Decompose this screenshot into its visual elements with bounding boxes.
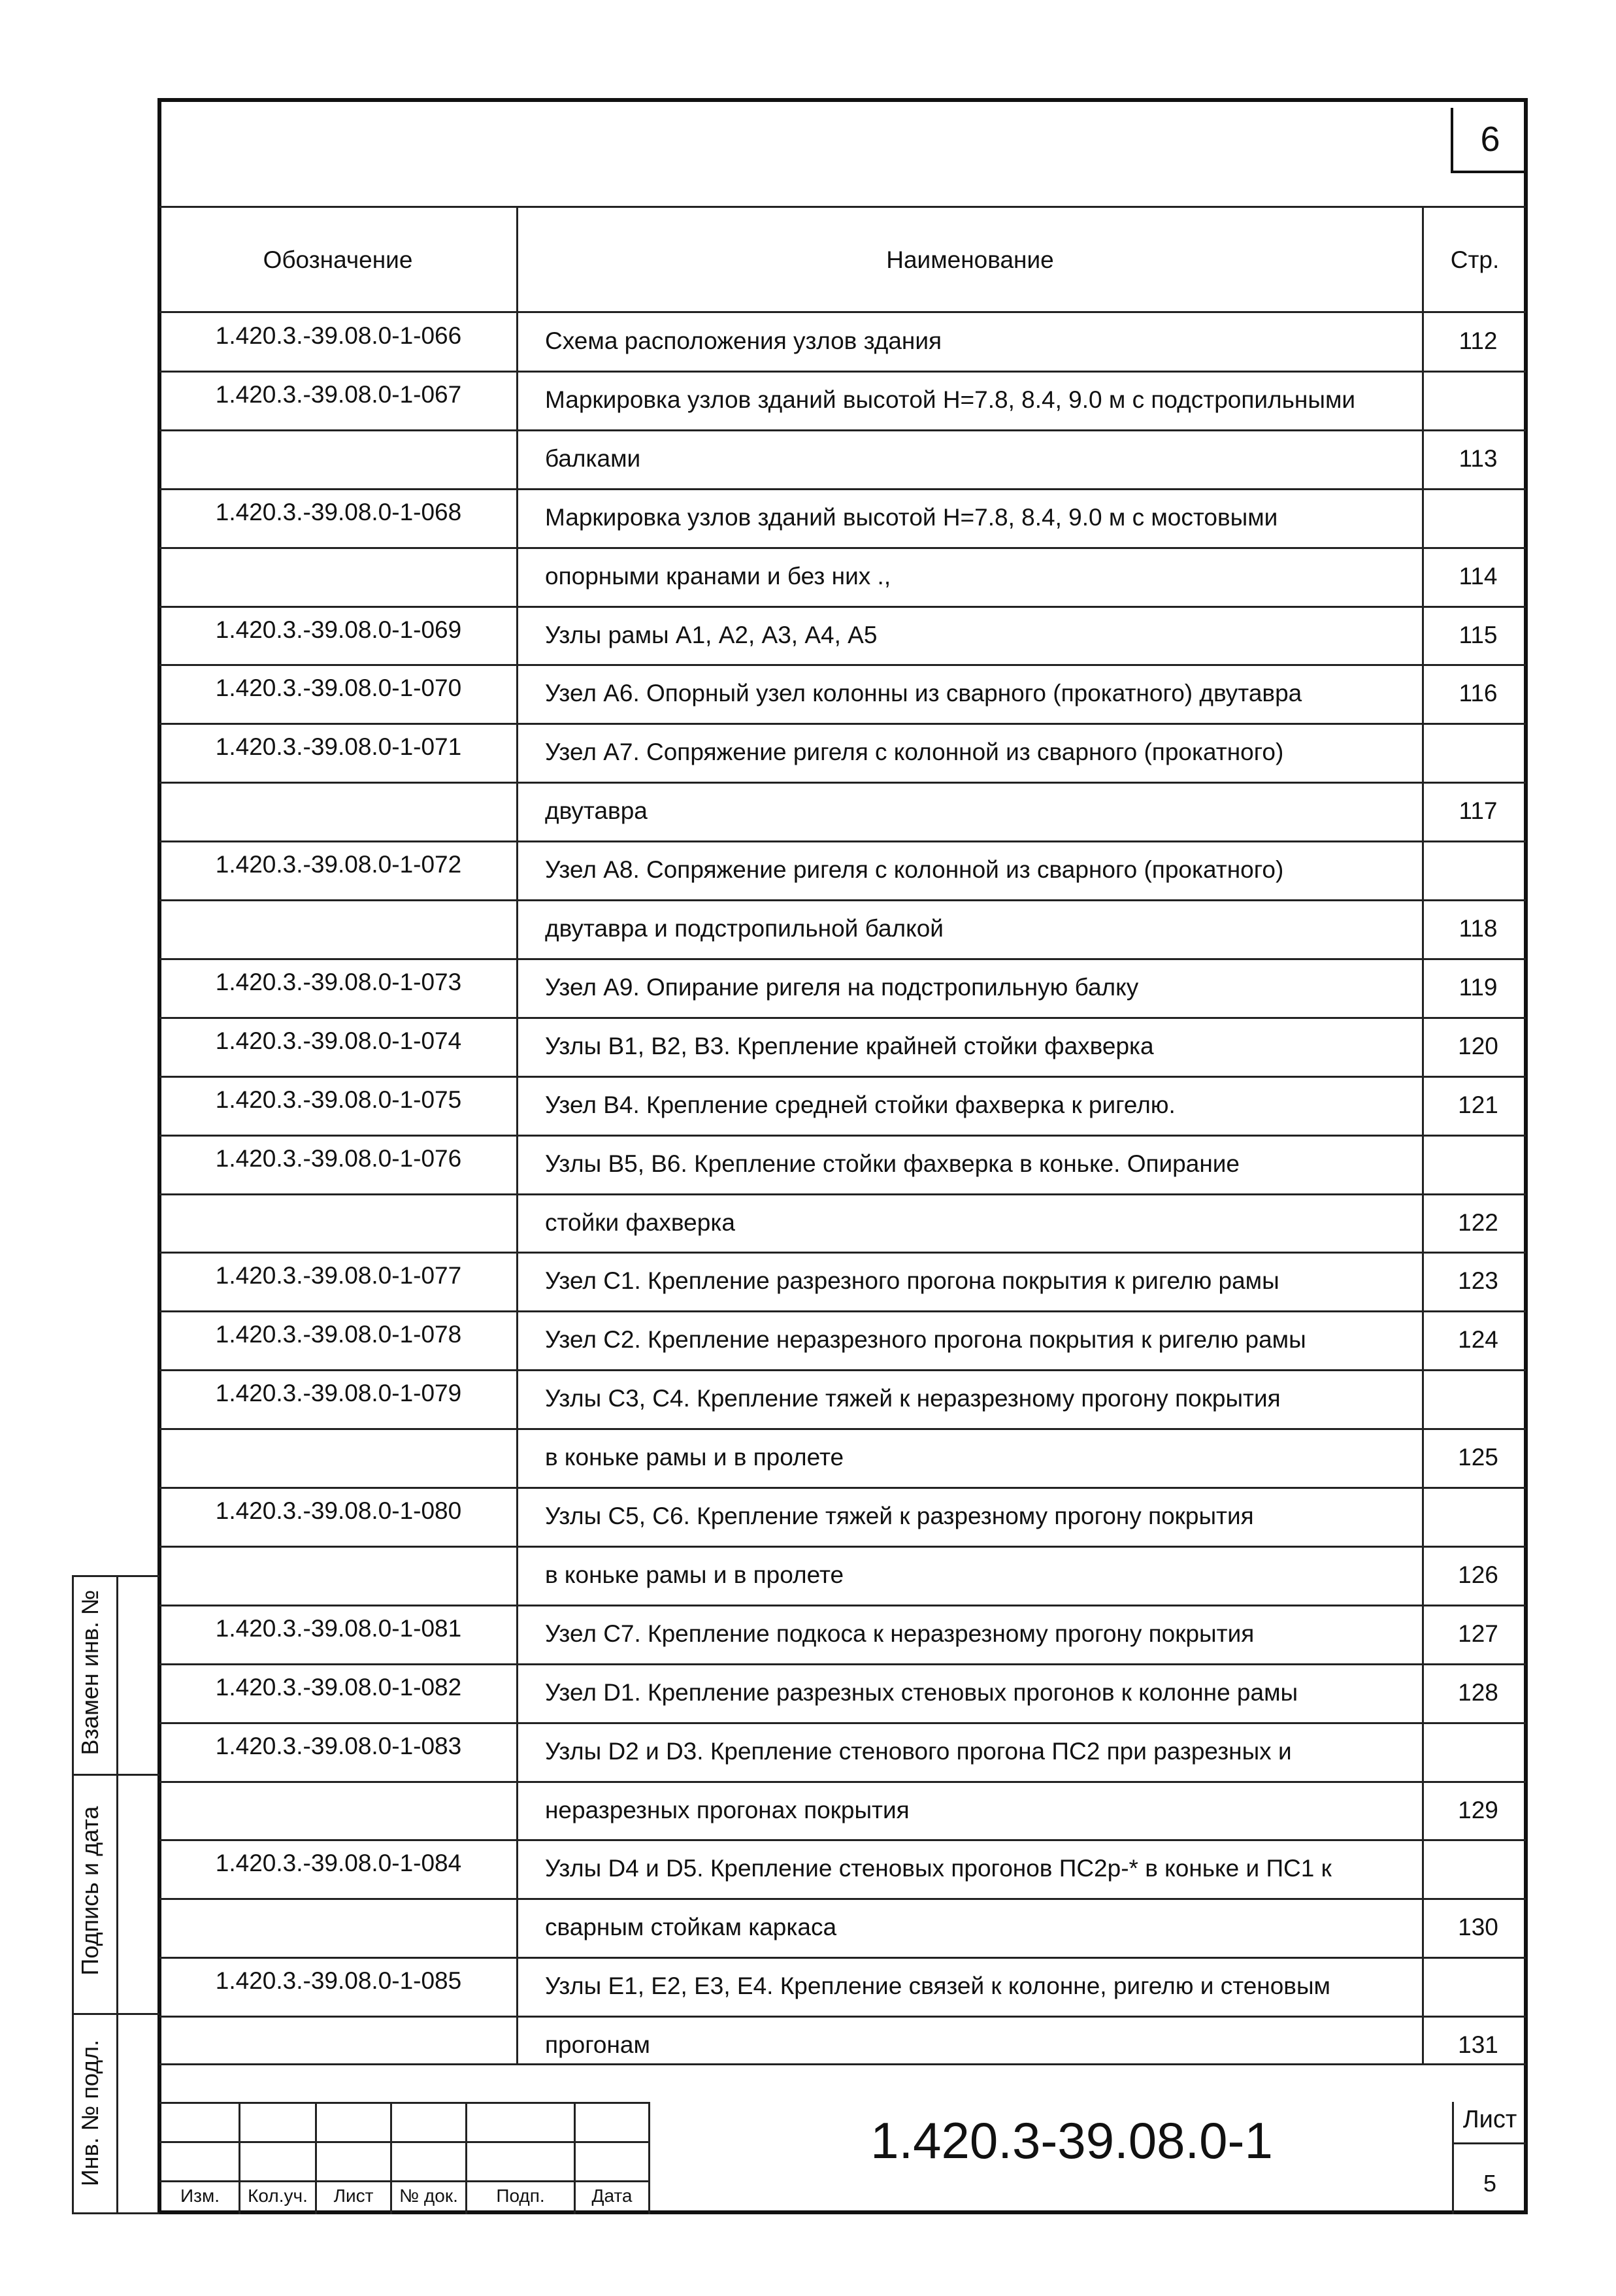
row-page: 121 — [1458, 1091, 1498, 1118]
row-name: Маркировка узлов зданий высотой Н=7.8, 8.4, 9.0 м с подстропильными — [545, 386, 1356, 413]
table-row — [159, 372, 1524, 431]
row-designation: 1.420.3.-39.08.0-1-069 — [215, 616, 462, 643]
row-designation: 1.420.3.-39.08.0-1-078 — [215, 1321, 462, 1348]
titleblock-row1 — [159, 2102, 650, 2104]
row-page: 113 — [1459, 444, 1498, 472]
row-page: 119 — [1459, 973, 1498, 1001]
stamp-label-doc: № док. — [399, 2186, 458, 2206]
row-name: Узлы рамы А1, А2, А3, А4, А5 — [545, 621, 878, 648]
row-page: 122 — [1458, 1208, 1498, 1236]
table-row — [159, 1840, 1524, 1899]
row-page: 120 — [1458, 1032, 1498, 1059]
row-designation: 1.420.3.-39.08.0-1-074 — [215, 1027, 462, 1054]
row-name: балками — [545, 444, 641, 472]
row-name: Узел А8. Сопряжение ригеля с колонной из сварного (прокатного) — [545, 856, 1284, 884]
table-row — [159, 959, 1524, 1018]
row-name: Узел А6. Опорный узел колонны из сварного (прокатного) двутавра — [545, 680, 1302, 707]
row-designation: 1.420.3.-39.08.0-1-082 — [215, 1673, 462, 1701]
row-designation: 1.420.3.-39.08.0-1-083 — [215, 1732, 462, 1759]
table-row — [159, 1547, 1524, 1606]
row-designation: 1.420.3.-39.08.0-1-079 — [215, 1380, 462, 1407]
row-designation: 1.420.3.-39.08.0-1-071 — [215, 733, 462, 761]
row-name: сварным стойкам каркаса — [545, 1914, 837, 1941]
row-designation: 1.420.3.-39.08.0-1-085 — [215, 1967, 462, 1995]
row-name: Узлы В5, В6. Крепление стойки фахверка в коньке. Опирание — [545, 1150, 1240, 1177]
header-name: Наименование — [886, 246, 1054, 273]
row-name: Узел С7. Крепление подкоса к неразрезному прогону покрытия — [545, 1620, 1255, 1647]
side-col-left — [72, 1575, 74, 2214]
row-designation: 1.420.3.-39.08.0-1-076 — [215, 1144, 462, 1172]
row-name: двутавра и подстропильной балкой — [545, 915, 944, 942]
row-designation: 1.420.3.-39.08.0-1-072 — [215, 851, 462, 878]
table-row — [159, 1723, 1524, 1782]
side-col-mid — [116, 1575, 118, 2214]
stamp-label-kol: Кол.уч. — [248, 2186, 308, 2206]
row-page: 124 — [1458, 1326, 1498, 1354]
table-row — [159, 2017, 1524, 2076]
row-designation: 1.420.3.-39.08.0-1-081 — [215, 1614, 462, 1642]
titleblock-top — [159, 2063, 1526, 2065]
row-page: 127 — [1458, 1620, 1498, 1647]
row-name: Узел А7. Сопряжение ригеля с колонной из сварного (прокатного) — [545, 739, 1284, 766]
stamp-label-list: Лист — [333, 2186, 374, 2206]
table-row — [159, 1077, 1524, 1136]
header-page: Стр. — [1450, 246, 1500, 273]
table-row — [159, 665, 1524, 724]
row-name: Узлы С3, С4. Крепление тяжей к неразрезному прогону покрытия — [545, 1385, 1281, 1412]
row-name: Узлы С5, С6. Крепление тяжей к разрезному прогону покрытия — [545, 1503, 1254, 1529]
sheet-label: Лист — [1462, 2106, 1517, 2133]
titleblock-row2 — [159, 2141, 650, 2143]
row-name: Схема расположения узлов здания — [545, 327, 942, 354]
table-row — [159, 1488, 1524, 1547]
row-name: Узлы D2 и D3. Крепление стенового прогона ПС2 при разрезных и — [545, 1737, 1292, 1765]
side-sign-label: Подпись и дата — [76, 1806, 103, 1976]
table-row — [159, 1195, 1524, 1254]
tb-col-6 — [648, 2102, 650, 2214]
row-designation: 1.420.3.-39.08.0-1-080 — [215, 1497, 462, 1524]
row-name: Узлы В1, В2, В3. Крепление крайней стойки фахверка — [545, 1032, 1154, 1059]
side-sep-1 — [72, 1774, 159, 1776]
table-row — [159, 1253, 1524, 1312]
row-name: стойки фахверка — [545, 1208, 735, 1236]
sheet-number: 5 — [1483, 2170, 1497, 2197]
table-row — [159, 783, 1524, 842]
table-row — [159, 607, 1524, 666]
page-number: 6 — [1451, 108, 1527, 173]
row-designation: 1.420.3.-39.08.0-1-067 — [215, 380, 462, 408]
row-page: 123 — [1458, 1267, 1498, 1295]
stamp-label-izm: Изм. — [180, 2186, 220, 2206]
row-name: двутавра — [545, 797, 648, 825]
row-page: 112 — [1459, 327, 1498, 354]
table-row — [159, 313, 1524, 372]
row-name: Узел D1. Крепление разрезных стеновых прогонов к колонне рамы — [545, 1678, 1298, 1706]
table-row — [159, 1429, 1524, 1488]
stamp-label-date: Дата — [591, 2186, 633, 2206]
table-row — [159, 1899, 1524, 1958]
table-row — [159, 724, 1524, 783]
row-name: Узлы Е1, Е2, Е3, Е4. Крепление связей к колонне, ригелю и стеновым — [545, 1972, 1330, 2000]
row-name: Узел В4. Крепление средней стойки фахверка к ригелю. — [545, 1091, 1176, 1118]
row-page: 114 — [1459, 562, 1498, 590]
row-page: 118 — [1459, 915, 1498, 942]
table-row — [159, 1665, 1524, 1723]
row-designation: 1.420.3.-39.08.0-1-084 — [215, 1850, 462, 1877]
row-page: 126 — [1458, 1561, 1498, 1588]
row-name: в коньке рамы и в пролете — [545, 1561, 844, 1588]
table-row — [159, 901, 1524, 959]
row-name: прогонам — [545, 2031, 650, 2059]
side-replace-label: Взамен инв. № — [76, 1589, 103, 1755]
row-designation: 1.420.3.-39.08.0-1-073 — [215, 968, 462, 995]
row-name: Маркировка узлов зданий высотой Н=7.8, 8.4, 9.0 м с мостовыми — [545, 503, 1278, 531]
row-designation: 1.420.3.-39.08.0-1-077 — [215, 1262, 462, 1289]
row-name: в коньке рамы и в пролете — [545, 1444, 844, 1471]
table-row — [159, 1312, 1524, 1371]
row-page: 115 — [1459, 621, 1498, 648]
table-row — [159, 1782, 1524, 1841]
row-page: 125 — [1458, 1444, 1498, 1471]
row-name: Узел С1. Крепление разрезного прогона покрытия к ригелю рамы — [545, 1267, 1279, 1295]
row-page: 116 — [1459, 680, 1498, 707]
row-name: Узлы D4 и D5. Крепление стеновых прогонов ПС2р-* в коньке и ПС1 к — [545, 1855, 1332, 1882]
table-row — [159, 1136, 1524, 1195]
row-designation: 1.420.3.-39.08.0-1-066 — [215, 322, 462, 349]
stamp-label-podp: Подп. — [496, 2186, 545, 2206]
row-designation: 1.420.3.-39.08.0-1-068 — [215, 498, 462, 525]
table-row — [159, 548, 1524, 607]
document-designation: 1.420.3-39.08.0-1 — [870, 2112, 1273, 2169]
table-row — [159, 490, 1524, 548]
table-row — [159, 431, 1524, 490]
table-row — [159, 1958, 1524, 2017]
table-row — [159, 1018, 1524, 1077]
row-page: 117 — [1459, 797, 1498, 825]
row-page: 130 — [1458, 1914, 1498, 1941]
table-row — [159, 1606, 1524, 1665]
row-designation: 1.420.3.-39.08.0-1-075 — [215, 1086, 462, 1113]
table-row — [159, 1371, 1524, 1429]
table-row — [159, 842, 1524, 901]
side-inv-label: Инв. № подл. — [76, 2039, 103, 2187]
row-page: 128 — [1458, 1678, 1498, 1706]
side-col-bottom — [72, 2212, 159, 2214]
row-designation: 1.420.3.-39.08.0-1-070 — [215, 674, 462, 702]
row-name: опорными кранами и без них ., — [545, 562, 891, 590]
row-name: Узел А9. Опирание ригеля на подстропильную балку — [545, 973, 1139, 1001]
header-designation: Обозначение — [263, 246, 413, 273]
tb-sheet-sep — [1452, 2142, 1526, 2144]
row-page: 131 — [1458, 2031, 1498, 2059]
row-name: Узел С2. Крепление неразрезного прогона покрытия к ригелю рамы — [545, 1326, 1306, 1354]
row-name: неразрезных прогонах покрытия — [545, 1796, 910, 1823]
row-page: 129 — [1458, 1796, 1498, 1823]
